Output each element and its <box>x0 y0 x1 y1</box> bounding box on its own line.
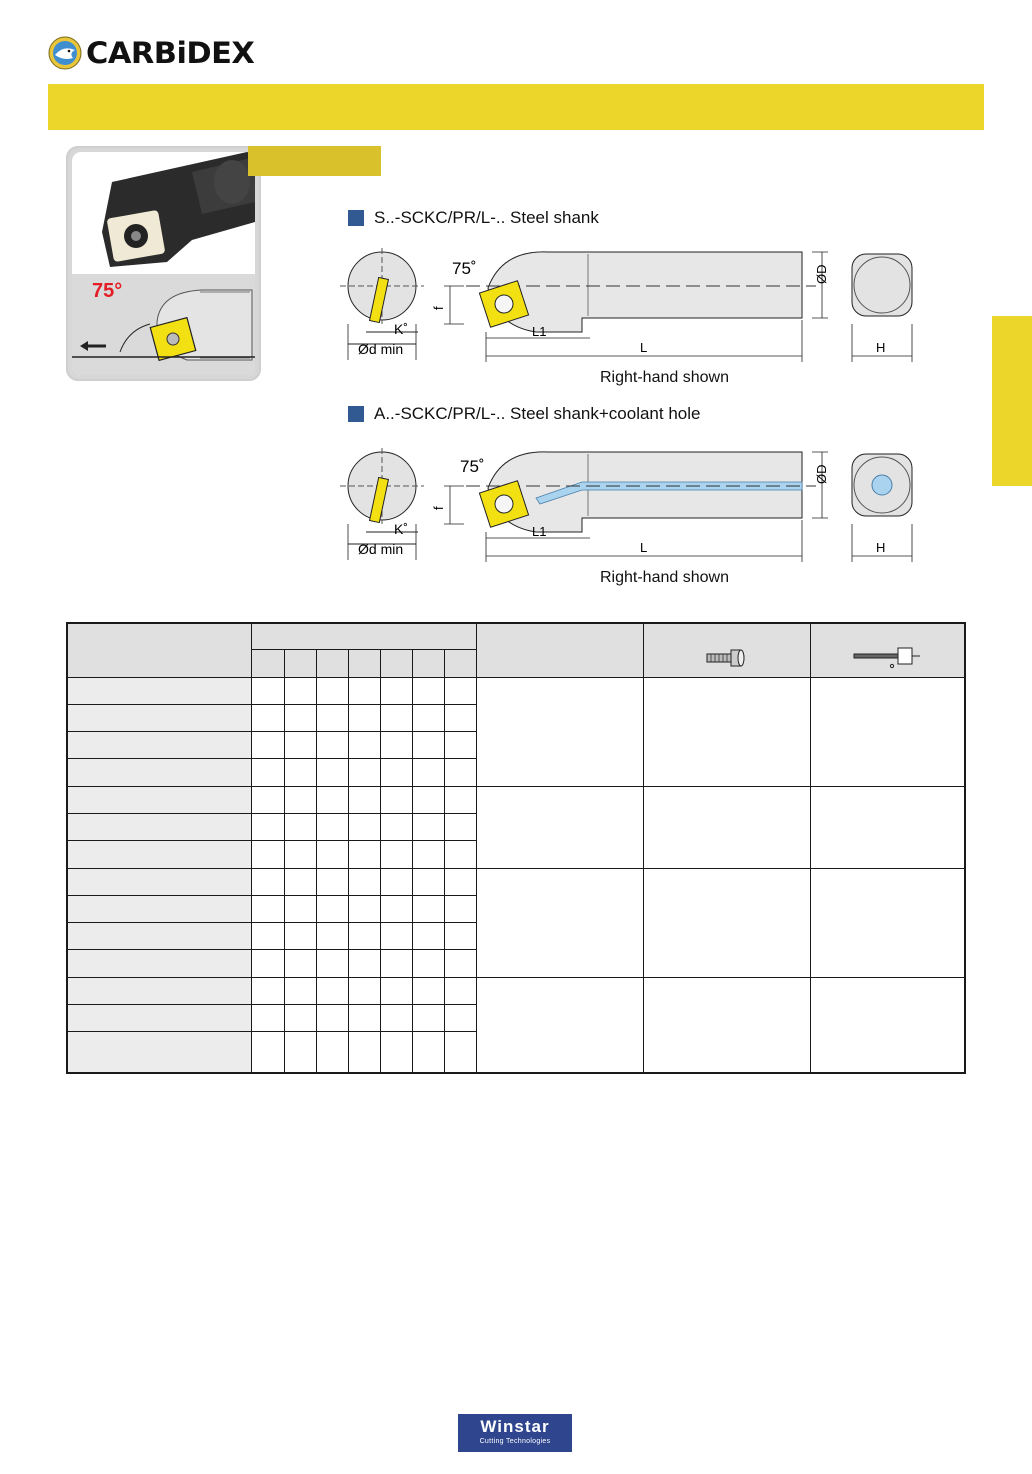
title-bar <box>48 84 984 130</box>
table-row <box>67 868 965 895</box>
f-label: f <box>431 306 446 310</box>
h-label: H <box>876 340 886 355</box>
shark-logo-icon <box>48 36 82 70</box>
feature-card <box>66 146 261 381</box>
section-bullet-icon <box>348 406 364 422</box>
footer-company-name: Winstar <box>480 1417 550 1436</box>
wrench-icon <box>852 644 922 670</box>
side-index-tab <box>992 316 1032 486</box>
tool-photo-image <box>72 152 255 375</box>
section-1-caption: Right-hand shown <box>600 369 729 386</box>
section-1-title: S..-SCKC/PR/L-.. Steel shank <box>374 208 599 227</box>
l1-label: L1 <box>532 324 547 339</box>
header-code <box>67 623 251 677</box>
table-row <box>67 977 965 1004</box>
l-label: L <box>640 340 648 355</box>
header-dimensions <box>251 623 476 649</box>
h-label: H <box>876 540 886 555</box>
angle-label: 75˚ <box>460 457 485 476</box>
header-screw <box>643 623 810 677</box>
spec-table <box>66 622 964 1074</box>
l1-label: L1 <box>532 524 547 539</box>
angle-label: 75˚ <box>452 259 477 278</box>
table-row <box>67 677 965 704</box>
section-1-heading <box>348 208 599 228</box>
d-label: ØD <box>814 264 829 284</box>
feature-accent-strip <box>248 146 381 176</box>
section-1-drawing <box>336 248 926 368</box>
d-label: ØD <box>814 464 829 484</box>
l-label: L <box>640 540 648 555</box>
section-2-drawing <box>336 448 926 568</box>
coolant-hole-icon <box>872 475 892 495</box>
footer-tagline: Cutting Technologies <box>479 1438 551 1445</box>
brand-wordmark: CARBiDEX <box>86 36 255 70</box>
f-label: f <box>431 506 446 510</box>
table-row <box>67 786 965 813</box>
brand-logo <box>48 36 255 72</box>
section-bullet-icon <box>348 210 364 226</box>
header-wrench <box>810 623 965 677</box>
section-2-heading <box>348 404 700 424</box>
header-insert <box>476 623 643 677</box>
kappa-label: K˚ <box>394 521 408 537</box>
dmin-label: Ød min <box>358 541 404 557</box>
footer-logo <box>458 1414 572 1452</box>
approach-angle-label: 75° <box>92 280 123 302</box>
dmin-label: Ød min <box>358 341 404 357</box>
section-2-title: A..-SCKC/PR/L-.. Steel shank+coolant hole <box>374 404 701 423</box>
kappa-label: K˚ <box>394 321 408 337</box>
screw-icon <box>705 646 749 668</box>
section-2-caption: Right-hand shown <box>600 569 729 586</box>
